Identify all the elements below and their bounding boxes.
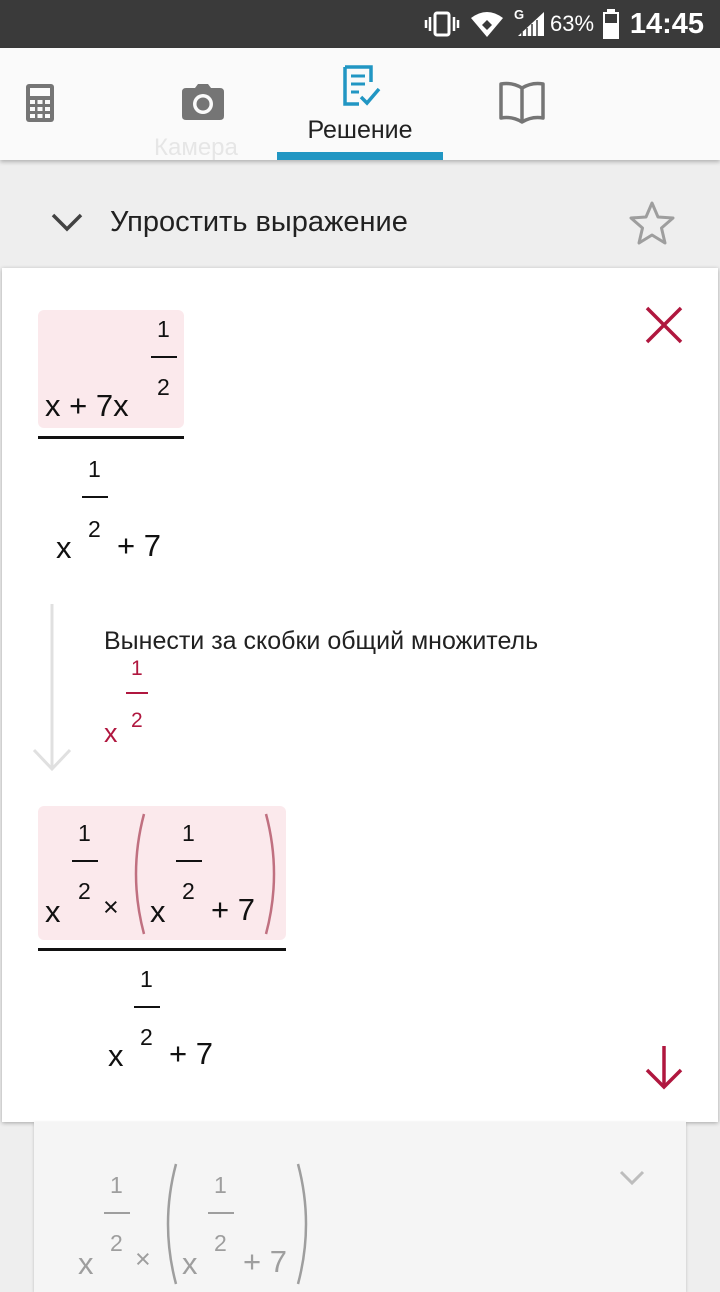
expr2-inner-exp-num: 1 bbox=[182, 820, 195, 846]
expr2-exp-num: 1 bbox=[78, 820, 91, 846]
expr2-den-base: x bbox=[108, 1038, 124, 1073]
next-exp-num: 1 bbox=[110, 1172, 123, 1198]
book-icon bbox=[498, 80, 546, 124]
tab-book[interactable] bbox=[480, 48, 564, 160]
clock: 14:45 bbox=[629, 8, 704, 40]
next-inner-exp-bar bbox=[208, 1212, 234, 1214]
expr1-fraction-bar bbox=[38, 436, 184, 439]
expr2-inner-exp-bar bbox=[176, 860, 202, 862]
expr2-base: x bbox=[45, 894, 61, 929]
next-base: x bbox=[78, 1246, 94, 1281]
step-factor-num: 1 bbox=[131, 657, 143, 680]
next-exp-bar bbox=[104, 1212, 130, 1214]
vibrate-icon bbox=[424, 10, 460, 38]
step-factor-base: x bbox=[104, 718, 118, 748]
signal-icon bbox=[516, 10, 546, 38]
expr1-denominator-base: x bbox=[56, 530, 72, 565]
next-times: × bbox=[135, 1244, 151, 1274]
step-factor-den: 2 bbox=[131, 709, 143, 732]
next-inner-exp-den: 2 bbox=[214, 1230, 227, 1256]
tab-calculator[interactable] bbox=[0, 48, 80, 160]
expr1-den-exponent-den: 2 bbox=[88, 516, 101, 542]
chevron-down-icon[interactable] bbox=[50, 210, 84, 234]
wifi-icon bbox=[470, 12, 504, 38]
camera-icon bbox=[182, 84, 224, 120]
step-description: Вынести за скобки общий множитель bbox=[104, 627, 539, 655]
step-arrow bbox=[30, 600, 74, 776]
tab-solution-label: Решение bbox=[307, 116, 413, 144]
tab-camera[interactable] bbox=[140, 48, 266, 160]
expr1-exponent-num: 1 bbox=[157, 316, 170, 342]
expr2-den-plus: + 7 bbox=[169, 1036, 213, 1071]
close-icon[interactable] bbox=[644, 305, 684, 345]
right-paren bbox=[262, 810, 284, 938]
tab-solution[interactable] bbox=[277, 48, 443, 160]
next-inner-exp-num: 1 bbox=[214, 1172, 227, 1198]
expr2-exp-den: 2 bbox=[78, 878, 91, 904]
battery-icon bbox=[602, 9, 620, 40]
expr1-exponent-bar bbox=[151, 356, 177, 358]
step-factor-bar bbox=[126, 692, 148, 694]
next-exp-den: 2 bbox=[110, 1230, 123, 1256]
next-inner-base: x bbox=[182, 1246, 198, 1281]
next-left-paren bbox=[158, 1160, 180, 1288]
expr2-plus: + 7 bbox=[211, 892, 255, 927]
expr2-inner-exp-den: 2 bbox=[182, 878, 195, 904]
expr2-den-exp-num: 1 bbox=[140, 966, 153, 992]
next-step-card[interactable] bbox=[34, 1122, 686, 1292]
next-right-paren bbox=[294, 1160, 316, 1288]
network-type: G bbox=[514, 7, 525, 22]
arrow-down-icon[interactable] bbox=[644, 1044, 684, 1090]
calculator-icon bbox=[24, 82, 56, 124]
expr1-den-exponent-num: 1 bbox=[88, 456, 101, 482]
next-plus: + 7 bbox=[243, 1244, 287, 1279]
tab-camera-label: Камера bbox=[154, 134, 238, 161]
expr2-den-exp-bar bbox=[134, 1006, 160, 1008]
tab-bar bbox=[0, 48, 720, 160]
next-chevron-down-icon[interactable] bbox=[618, 1168, 646, 1188]
expr1-den-exponent-bar bbox=[82, 496, 108, 498]
page-title: Упростить выражение bbox=[110, 206, 408, 238]
expr2-den-exp-den: 2 bbox=[140, 1024, 153, 1050]
status-bar bbox=[0, 0, 720, 48]
star-outline-icon[interactable] bbox=[628, 200, 676, 246]
expr2-fraction-bar bbox=[38, 948, 286, 951]
expr2-exp-bar bbox=[72, 860, 98, 862]
expr1-denominator-plus: + 7 bbox=[117, 528, 161, 563]
battery-percent: 63% bbox=[550, 11, 595, 36]
expr2-inner-base: x bbox=[150, 894, 166, 929]
expr2-times: × bbox=[103, 892, 119, 922]
expr1-numerator: x + 7x bbox=[45, 388, 129, 423]
expr1-exponent-den: 2 bbox=[157, 374, 170, 400]
solution-icon bbox=[341, 64, 381, 108]
left-paren bbox=[126, 810, 148, 938]
tab-indicator bbox=[277, 152, 443, 160]
